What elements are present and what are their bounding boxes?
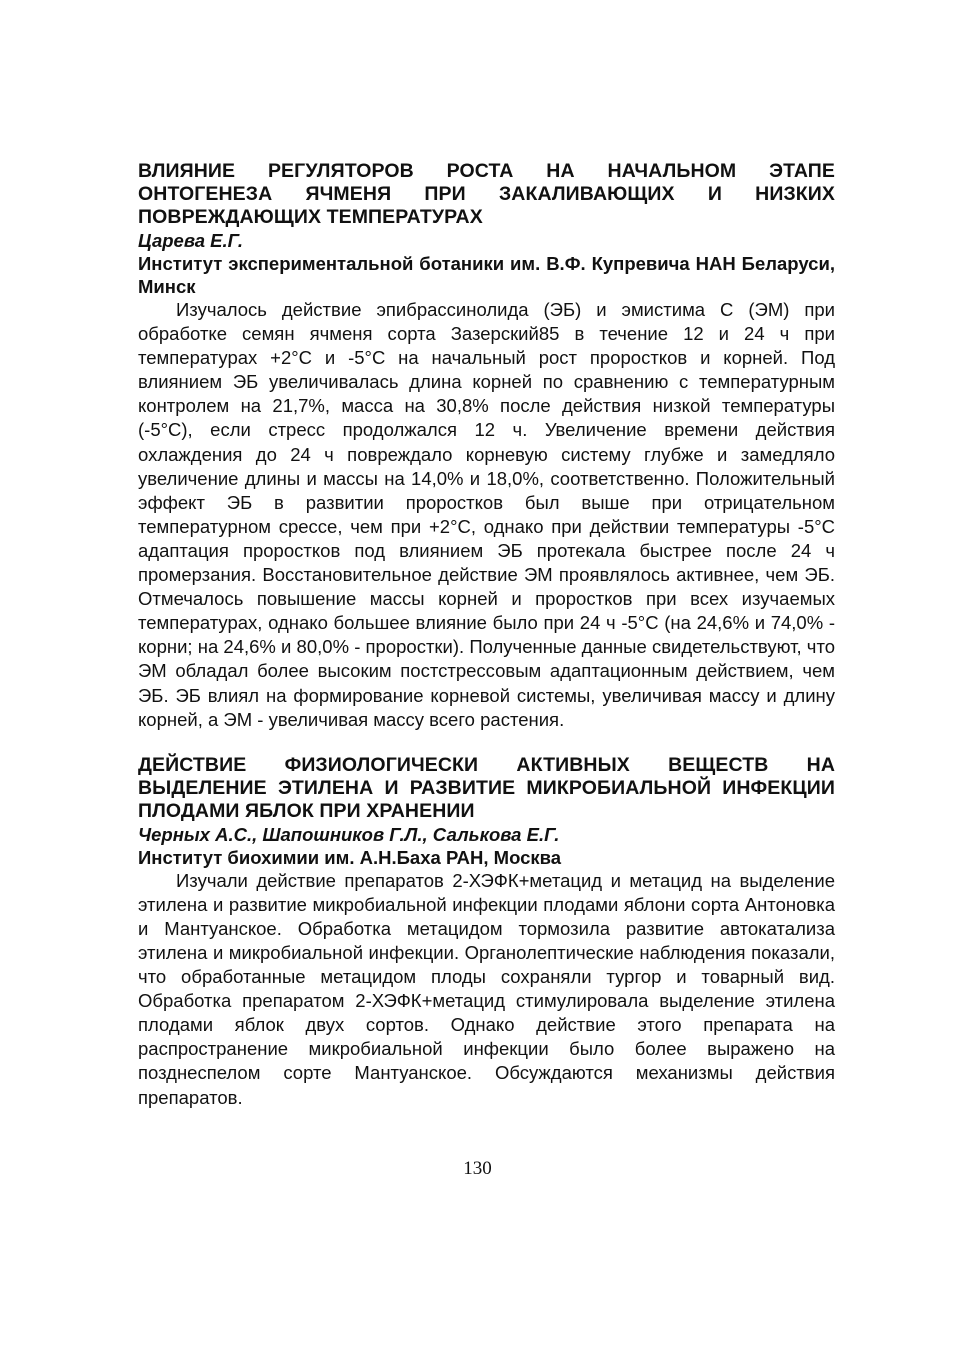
page-number: 130 [463, 1158, 492, 1179]
article-2 [138, 754, 835, 1110]
section-gap [138, 732, 835, 754]
article-abstract: Изучалось действие эпибрассинолида (ЭБ) и эмистима С (ЭМ) при обработке семян ячменя сорта Зазерский85 в течение 12 и 24 ч при температурах +2°С и -5°С на начальный рост проростков и корней. Под влиянием ЭБ увеличивалась длина корней по сравнению с температурным контролем на 21,7%, масса на 30,8% после действия низкой температуры (-5°С), если стресс продолжался 12 ч. Увеличение времени действия охлаждения до 24 ч повреждало корневую систему глубже и замедляло увеличение длины и массы на 14,0% и 18,0%, соответственно. Положительный эффект ЭБ в развитии проростков был выше при отрицательном температурном срессе, чем при +2°С, однако при действии температуры -5°С адаптация проростков под влиянием ЭБ протекала быстрее после 24 ч промерзания. Восстановительное действие ЭМ проявлялось активнее, чем ЭБ. Отмечалось повышение массы корней и проростков при всех изучаемых температурах, однако большее влияние было при 24 ч -5°С (на 24,6% и 74,0% - корни; на 24,6% и 80,0% - проростки). Полученные данные свидетельствуют, что ЭМ обладал более высоким постстрессовым адаптационным действием, чем ЭБ. ЭБ влиял на формирование корневой системы, увеличивая массу и длину корней, а ЭМ - увеличивая массу всего растения. [138, 299, 835, 730]
article-abstract: Изучали действие препаратов 2-ХЭФК+метацид и метацид на выделение этилена и развитие микробиальной инфекции плодами яблони сорта Антоновка и Мантуанское. Обработка метацидом тормозила развитие автокатализа этилена и микробиальной инфекции. Органолептические наблюдения показали, что обработанные метацидом плоды сохраняли тургор и товарный вид. Обработка препаратом 2-ХЭФК+метацид стимулировала выделение этилена плодами яблок двух сортов. Однако действие этого препарата на распространение микробиальной инфекции было более выражено на позднеспелом сорте Мантуанское. Обсуждаются механизмы действия препаратов. [138, 869, 835, 1108]
article-institute: Институт экспериментальной ботаники им. В.Ф. Купревича НАН Беларуси, Минск [138, 253, 835, 297]
page-content [138, 160, 835, 1110]
article-title: ВЛИЯНИЕ РЕГУЛЯТОРОВ РОСТА НА НАЧАЛЬНОМ ЭТАПЕ ОНТОГЕНЕЗА ЯЧМЕНЯ ПРИ ЗАКАЛИВАЮЩИХ И НИЗКИХ ПОВРЕЖДАЮЩИХ ТЕМПЕРАТУРАХ [138, 160, 835, 228]
article-institute: Институт биохимии им. А.Н.Баха РАН, Москва [138, 846, 562, 868]
article-authors: Черных А.С., Шапошников Г.Л., Салькова Е.Г. [138, 823, 560, 845]
article-authors: Царева Е.Г. [138, 230, 243, 251]
article-1 [138, 160, 835, 732]
article-title: ДЕЙСТВИЕ ФИЗИОЛОГИЧЕСКИ АКТИВНЫХ ВЕЩЕСТВ НА ВЫДЕЛЕНИЕ ЭТИЛЕНА И РАЗВИТИЕ МИКРОБИАЛЬНОЙ ИНФЕКЦИИ ПЛОДАМИ ЯБЛОК ПРИ ХРАНЕНИИ [138, 753, 835, 822]
